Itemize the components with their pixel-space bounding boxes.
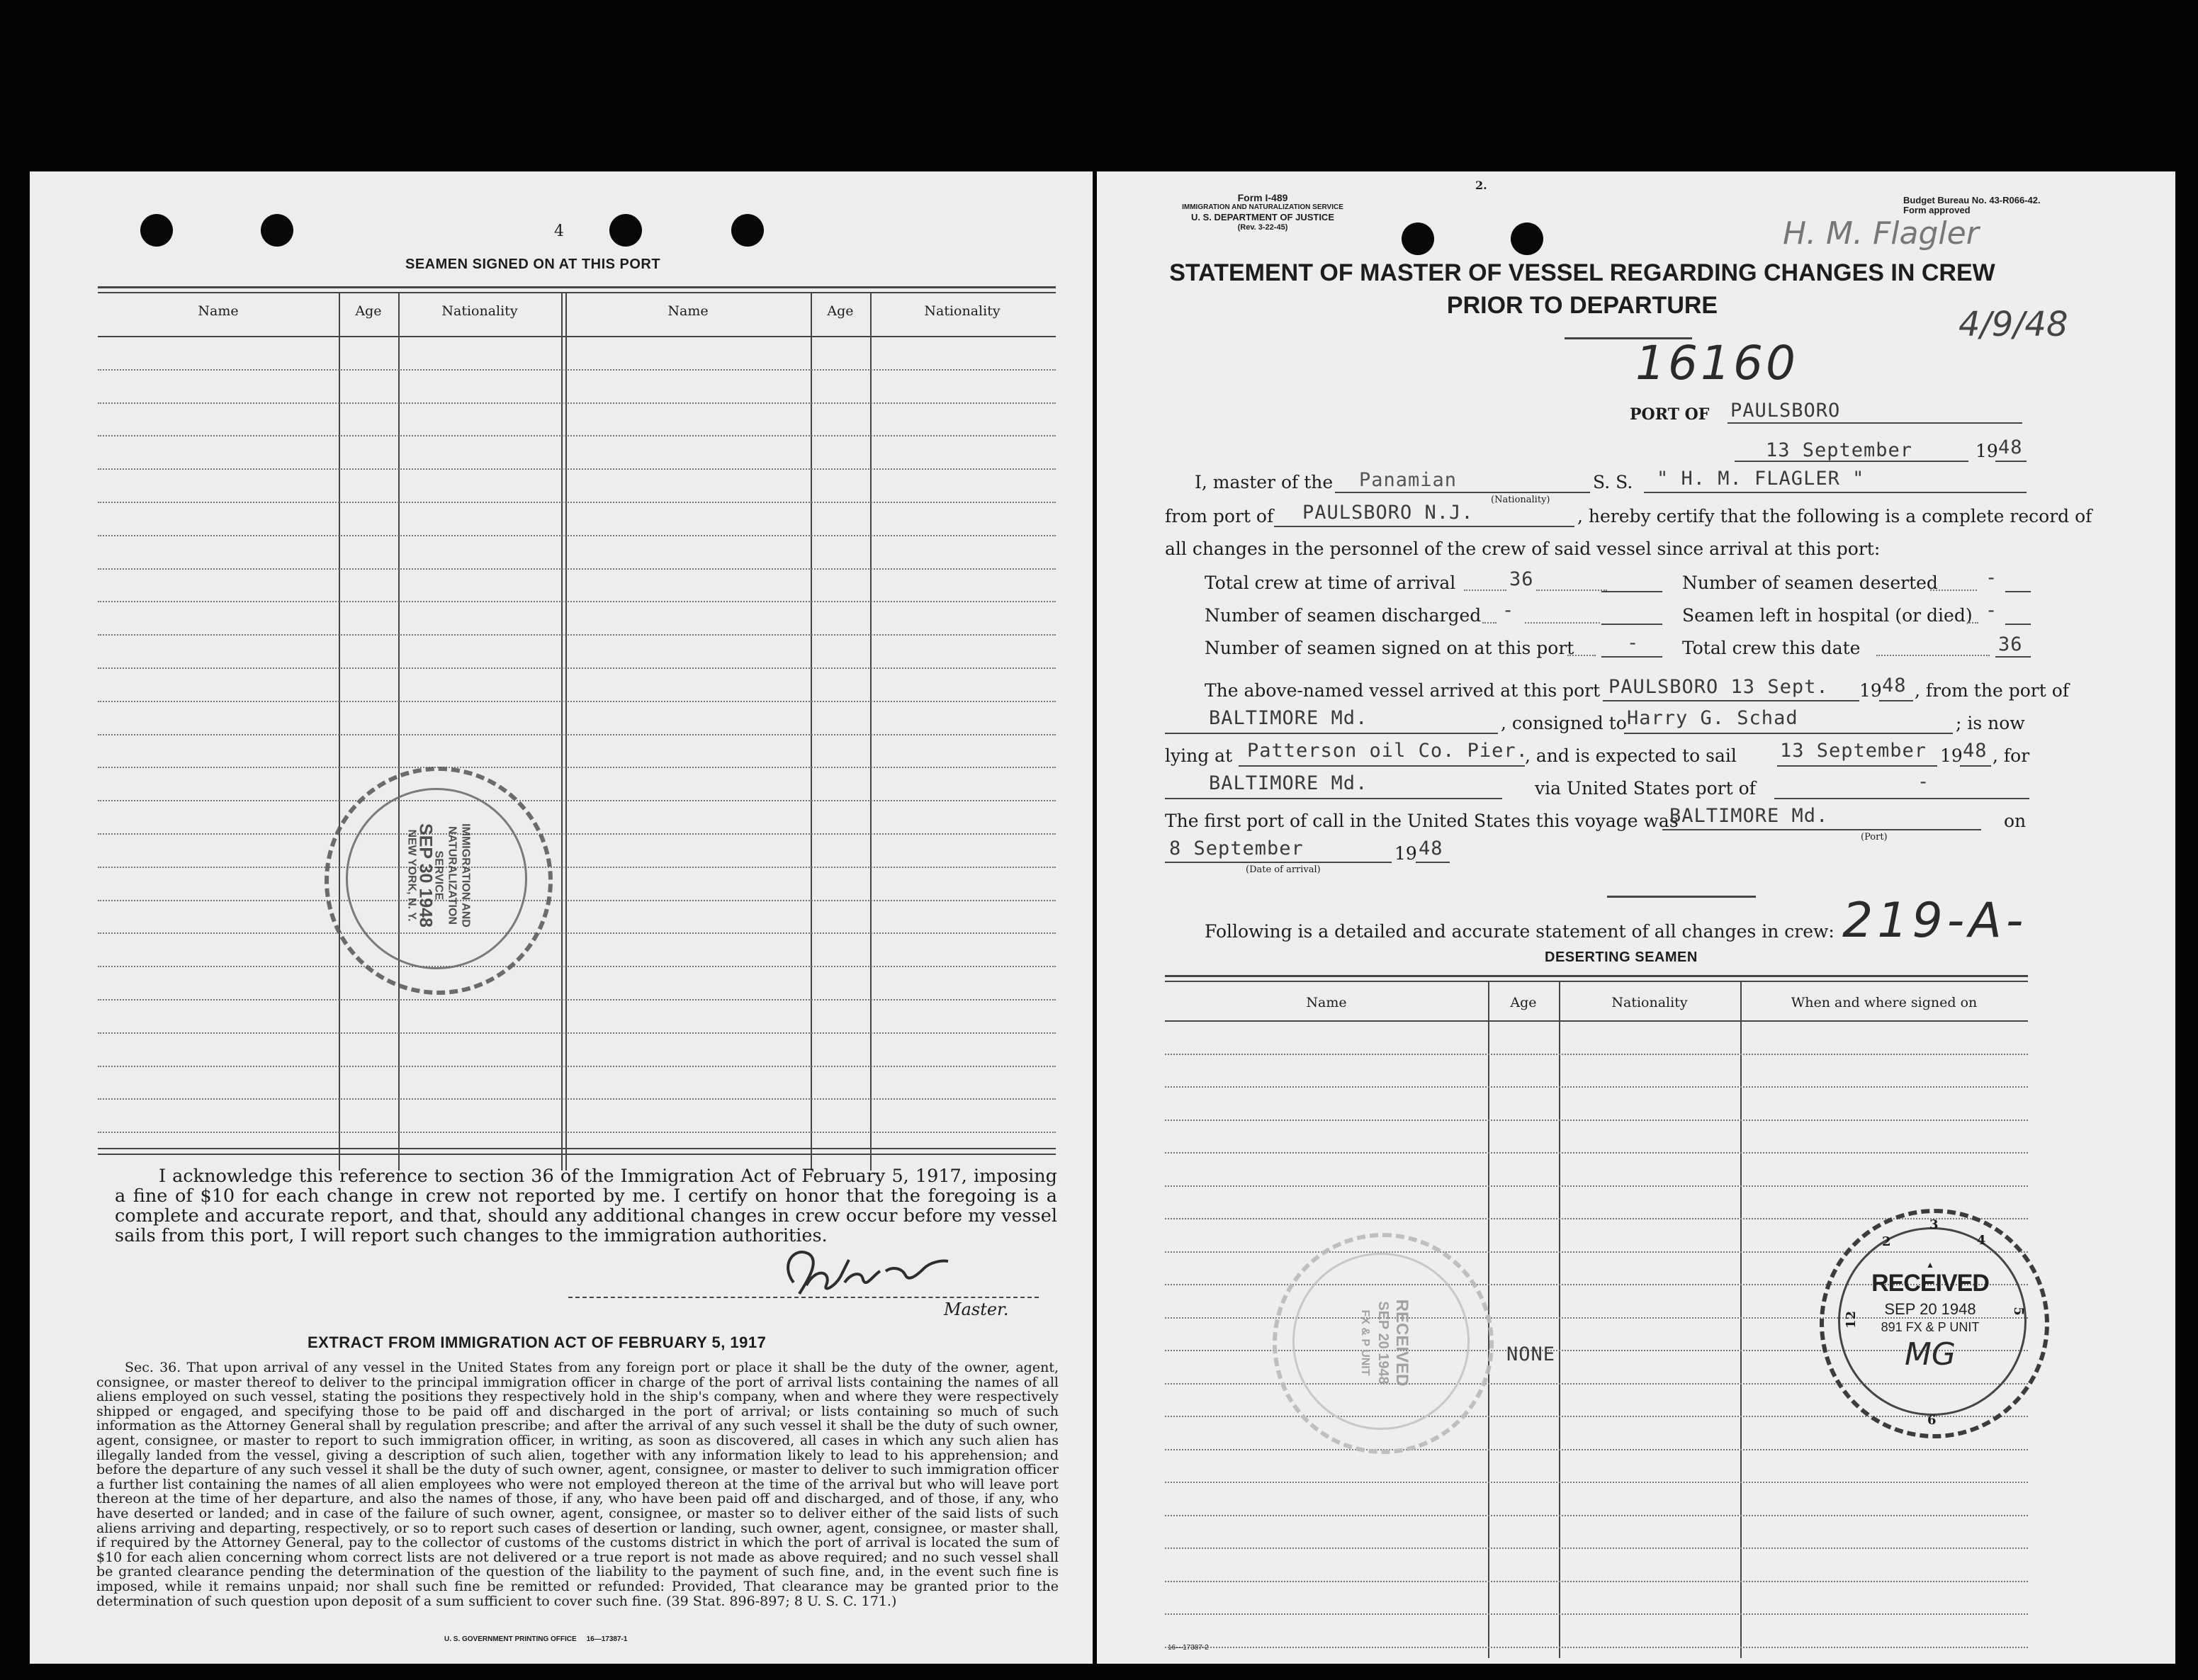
title-line-2: PRIOR TO DEPARTURE xyxy=(1446,292,1718,319)
ruled-row xyxy=(98,502,1056,503)
arrival-year-prefix: 19 xyxy=(1394,843,1417,864)
ruled-row xyxy=(98,932,1056,934)
via-value: - xyxy=(1917,771,1930,793)
master-certification: I acknowledge this reference to section 36 of the Immigration Act of February 5, 1917, imposing a fine of $10 for each change in crew not reported by me. I certify on honor that the foregoing is a complete and accurate report, and that, should any additional changes in crew occur before my vessel sails from this port, I will report such changes to the immigration authorities. xyxy=(115,1166,1057,1246)
ruled-row xyxy=(98,1066,1056,1067)
ruled-row xyxy=(98,966,1056,967)
punch-hole xyxy=(140,214,173,247)
received-unit: 891 FX & P UNIT xyxy=(1881,1320,1980,1334)
port-value: PAULSBORO xyxy=(1730,400,1841,422)
col-name: Name xyxy=(198,303,239,319)
on-label: on xyxy=(2004,811,2027,831)
arrived-year: 48 xyxy=(1882,675,1907,697)
ruled-row xyxy=(98,601,1056,602)
handwritten-code: 219-A- xyxy=(1842,893,2028,949)
consigned-label: , consigned to xyxy=(1501,713,1627,733)
agency-line-1: IMMIGRATION AND NATURALIZATION SERVICE xyxy=(1182,203,1343,211)
lying-at-label: lying at xyxy=(1165,745,1233,766)
first-port-label: The first port of call in the United States this voyage was xyxy=(1165,811,1679,831)
page-number: 4 xyxy=(554,222,564,240)
punch-hole xyxy=(261,214,293,247)
handwritten-vessel-name: H. M. Flagler xyxy=(1783,215,1979,252)
ruled-row xyxy=(98,435,1056,436)
ruled-row xyxy=(1165,1613,2028,1615)
faded-received-stamp: RECEIVED SEP 20 1948 FX & P UNIT xyxy=(1273,1233,1494,1454)
received-stamp-number-2: 2 xyxy=(1882,1234,1891,1249)
ruled-row xyxy=(1165,1086,2028,1088)
seamen-signed-title: SEAMEN SIGNED ON AT THIS PORT xyxy=(405,256,661,272)
discharged-label: Number of seamen discharged xyxy=(1205,605,1482,626)
ss-label: S. S. xyxy=(1593,472,1633,492)
year-prefix: 19 xyxy=(1976,441,1998,461)
ruled-row xyxy=(98,800,1056,801)
deserted-label: Number of seamen deserted xyxy=(1682,573,1938,593)
col-nationality: Nationality xyxy=(441,303,518,319)
received-stamp-number-5: 5 xyxy=(2010,1307,2026,1316)
certify-text: , hereby certify that the following is a complete record of xyxy=(1577,506,2092,526)
punch-hole xyxy=(731,214,764,247)
first-port-value: BALTIMORE Md. xyxy=(1669,805,1829,827)
received-word: RECEIVED xyxy=(1871,1270,1989,1297)
deserting-col-when-where: When and where signed on xyxy=(1791,995,1978,1010)
master-label: Master. xyxy=(944,1300,1009,1319)
deserting-col-age: Age xyxy=(1510,995,1537,1010)
right-page xyxy=(1097,171,2175,1664)
ruled-row xyxy=(1165,1547,2028,1549)
ruled-row xyxy=(98,667,1056,669)
deserting-seamen-title: DESERTING SEAMEN xyxy=(1545,949,1698,965)
sail-year-prefix: 19 xyxy=(1940,745,1963,766)
received-stamp-number-3: 3 xyxy=(1929,1217,1939,1232)
arrived-year-prefix: 19 xyxy=(1859,680,1882,701)
master-of-label: I, master of the xyxy=(1195,472,1334,492)
form-header xyxy=(1149,193,1376,232)
arrived-label: The above-named vessel arrived at this port xyxy=(1205,680,1601,701)
ruled-row xyxy=(1165,1647,2028,1648)
ruled-row xyxy=(1165,1449,2028,1450)
lying-at-value: Patterson oil Co. Pier. xyxy=(1247,740,1528,762)
col-age-2: Age xyxy=(827,303,854,319)
ruled-row xyxy=(98,900,1056,901)
ruled-row xyxy=(98,999,1056,1000)
total-arrival-value: 36 xyxy=(1509,568,1534,590)
nationality-value: Panamian xyxy=(1359,469,1458,491)
received-stamp-number-12: 12 xyxy=(1844,1310,1859,1329)
ship-name: " H. M. FLAGLER " xyxy=(1657,468,1865,490)
is-now-label: ; is now xyxy=(1956,713,2025,733)
received-stamp-number-6: 6 xyxy=(1927,1413,1937,1428)
col-age: Age xyxy=(355,303,382,319)
ruled-row xyxy=(1165,1482,2028,1483)
arrival-year-value: 48 xyxy=(1419,838,1443,859)
following-text: Following is a detailed and accurate statement of all changes in crew: xyxy=(1205,921,1835,942)
hospital-value: - xyxy=(1985,599,1998,621)
ruled-row xyxy=(98,1098,1056,1100)
received-stamp: 3 6 12 5 4 2 ▲ RECEIVED SEP 20 1948 891 FX & P UNIT MG xyxy=(1820,1209,2049,1438)
port-caption: (Port) xyxy=(1861,832,1888,842)
ruled-row xyxy=(98,402,1056,404)
ruled-row xyxy=(1165,1152,2028,1154)
arrival-date-caption: (Date of arrival) xyxy=(1246,864,1321,875)
extract-title: EXTRACT FROM IMMIGRATION ACT OF FEBRUARY 5, 1917 xyxy=(308,1334,767,1351)
immigration-stamp: IMMIGRATION AND NATURALIZATION SERVICE SEP 30 1948 NEW YORK, N. Y. xyxy=(325,767,553,995)
all-changes-text: all changes in the personnel of the crew of said vessel since arrival at this port: xyxy=(1165,539,1881,559)
left-page xyxy=(30,171,1093,1664)
ruled-row xyxy=(1165,1515,2028,1516)
handwritten-date: 4/9/48 xyxy=(1959,305,2068,344)
top-mark: 2. xyxy=(1475,179,1487,192)
form-number: Form I-489 xyxy=(1237,192,1288,203)
via-label: via United States port of xyxy=(1535,778,1756,799)
for-label: , for xyxy=(1993,745,2030,766)
ruled-row xyxy=(1165,1581,2028,1582)
total-today-label: Total crew this date xyxy=(1682,638,1861,658)
ruled-row xyxy=(98,634,1056,636)
signed-on-label: Number of seamen signed on at this port xyxy=(1205,638,1574,658)
arrival-date-value: 8 September xyxy=(1169,838,1304,859)
ruled-row xyxy=(98,734,1056,735)
deserting-col-name: Name xyxy=(1306,995,1347,1010)
punch-hole xyxy=(1402,222,1434,255)
year-value: 48 xyxy=(1998,436,2023,458)
ruled-row xyxy=(1165,1054,2028,1055)
deserting-col-nationality: Nationality xyxy=(1611,995,1688,1010)
ruled-row xyxy=(98,1132,1056,1133)
ruled-row xyxy=(98,568,1056,570)
master-signature xyxy=(767,1236,951,1307)
ruled-row xyxy=(98,833,1056,835)
ruled-row xyxy=(98,535,1056,536)
received-date: SEP 20 1948 xyxy=(1884,1300,1976,1318)
handwritten-file-number: 16160 xyxy=(1635,336,1798,390)
col-nationality-2: Nationality xyxy=(924,303,1001,319)
sail-date-value: 13 September xyxy=(1780,740,1927,762)
destination-value: BALTIMORE Md. xyxy=(1209,772,1368,794)
title-line-1: STATEMENT OF MASTER OF VESSEL REGARDING CHANGES IN CREW xyxy=(1169,259,1995,286)
port-of-label: PORT OF xyxy=(1630,405,1710,424)
total-today-value: 36 xyxy=(1998,633,2023,655)
punch-hole xyxy=(609,214,642,247)
from-port-2: BALTIMORE Md. xyxy=(1209,707,1368,729)
ruled-row xyxy=(98,1032,1056,1034)
received-stamp-number-4: 4 xyxy=(1977,1233,1986,1248)
total-arrival-label: Total crew at time of arrival xyxy=(1205,573,1456,593)
ruled-row xyxy=(98,701,1056,702)
signed-on-value: - xyxy=(1627,632,1640,654)
from-port-value: PAULSBORO N.J. xyxy=(1302,502,1474,524)
ruled-row xyxy=(98,468,1056,470)
none-entry: NONE xyxy=(1506,1343,1556,1365)
consignee-value: Harry G. Schad xyxy=(1627,707,1798,729)
date-value: 13 September xyxy=(1766,439,1913,461)
arrived-value: PAULSBORO 13 Sept. xyxy=(1608,676,1829,698)
sail-year-value: 48 xyxy=(1963,740,1988,762)
deserted-value: - xyxy=(1985,567,1998,589)
agency-line-2: U. S. DEPARTMENT OF JUSTICE xyxy=(1191,212,1334,222)
nationality-caption: (Nationality) xyxy=(1491,495,1550,505)
extract-text: Sec. 36. That upon arrival of any vessel in the United States from any foreign port or place it shall be the duty of the owner, agent, consignee, or master thereof to deliver to the principal immigration officer in charge of the port of arrival lists containing the names of all aliens employed on such vessel, stating the positions they respectively hold in the ship's company, when and where they were respectively shipped or engaged, and specifying those to be paid off and discharged in the port of arrival; or lists containing so much of such information as the Attorney General shall by regulation prescribe; and after the arrival of any such vessel it shall be the duty of such owner, agent, consignee, or master to report to such immigration officer, in writing, as soon as discovered, all cases in which any such alien has illegally landed from the vessel, giving a description of such alien, together with any information likely to lead to his apprehension; and before the departure of any such vessel it shall be the duty of such owner, agent, consignee, or master to deliver to such immigration officer a further list containing the names of all alien employees who were not employed thereon at the time of the arrival but who will leave port thereon at the time of her departure, and also the names of those, if any, who have been paid off and discharged, and of those, if any, who have deserted or landed; and in case of the failure of such owner, agent, consignee, or master so to deliver either of the said lists of such aliens arriving and departing, respectively, or so to report such cases of desertion or landing, such owner, agent, consignee, or master shall, if required by the Attorney General, pay to the collector of customs of the customs district in which the port of arrival is located the sum of $10 for each alien concerning whom correct lists are not delivered or a true report is not made as above required; and no such vessel shall be granted clearance pending the determination of the question of the liability to the payment of such fine, and, in the event such fine is imposed, while it remains unpaid; nor shall such fine be remitted or refunded: Provided, That clearance may be granted prior to the determination of such question upon deposit of a sum sufficient to cover such fine. (39 Stat. 896-897; 8 U. S. C. 171.) xyxy=(96,1360,1059,1609)
ruled-row xyxy=(98,767,1056,768)
punch-hole xyxy=(1511,222,1543,255)
from-the-port-label: , from the port of xyxy=(1915,680,2069,701)
received-initials: MG xyxy=(1904,1336,1956,1372)
ruled-row xyxy=(1165,1185,2028,1187)
budget-info: Budget Bureau No. 43-R066-42. Form approved xyxy=(1903,195,2041,215)
expected-label: , and is expected to sail xyxy=(1525,745,1737,766)
from-port-label: from port of xyxy=(1165,506,1274,526)
ruled-row xyxy=(1165,1120,2028,1121)
left-footer: U. S. GOVERNMENT PRINTING OFFICE 16—17387-1 xyxy=(444,1635,628,1643)
form-title xyxy=(1168,256,1997,322)
discharged-value: - xyxy=(1502,599,1515,621)
ruled-row xyxy=(98,369,1056,371)
col-name-2: Name xyxy=(667,303,709,319)
revision: (Rev. 3-22-45) xyxy=(1237,223,1288,232)
right-footer: 16—17387-2 xyxy=(1168,1644,1209,1652)
hospital-label: Seamen left in hospital (or died) xyxy=(1682,605,1973,626)
ruled-row xyxy=(98,867,1056,868)
